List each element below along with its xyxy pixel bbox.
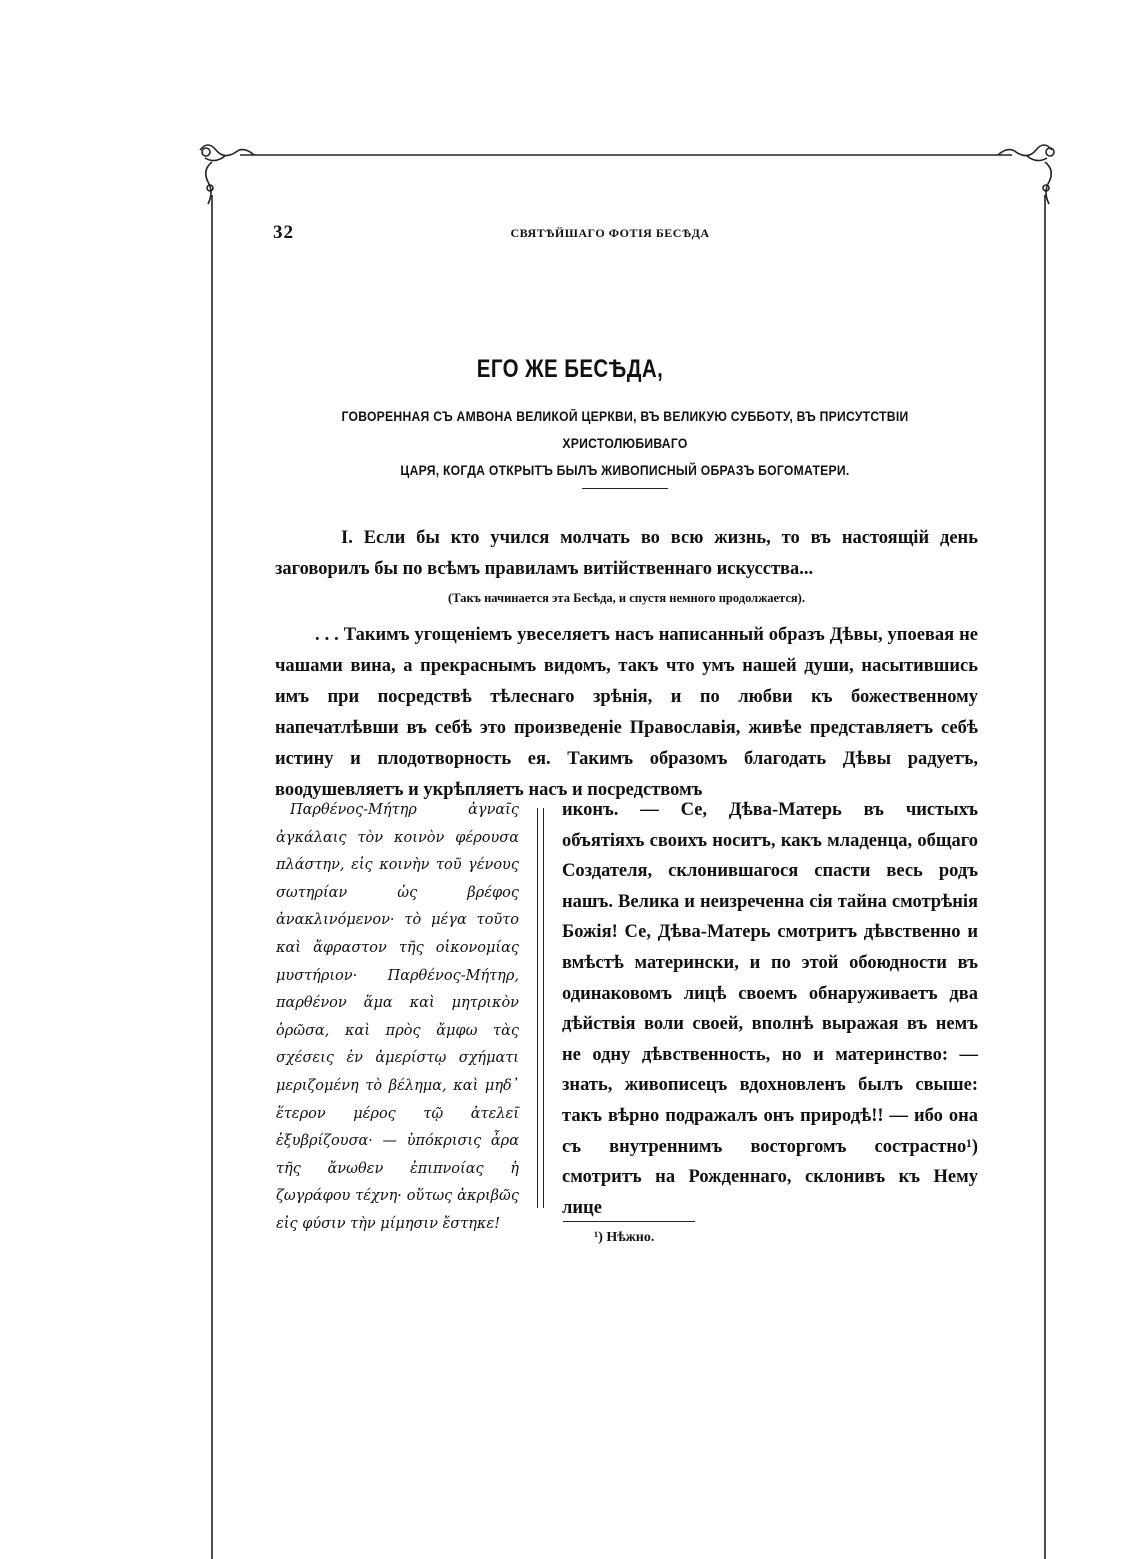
footnote: ¹) Нѣжно.	[594, 1230, 655, 1245]
subtitle-line: ГОВОРЕННАЯ СЪ АМВОНА ВЕЛИКОЙ ЦЕРКВИ, ВЪ ВЕЛИКУЮ СУББОТУ, ВЪ ПРИСУТСТВІИ ХРИСТОЛЮБИВАГО	[341, 409, 909, 451]
subtitle-line: ЦАРЯ, КОГДА ОТКРЫТЪ БЫЛЪ ЖИВОПИСНЫЙ ОБРАЗЪ БОГОМАТЕРИ.	[400, 463, 850, 478]
opening-paragraph: I. Если бы кто учился молчать во всю жизнь, то въ настоящій день заговорилъ бы по всѣмъ правиламъ витійственнаго искусства...	[275, 528, 978, 579]
sermon-title: ЕГО ЖЕ БЕСѢДА,	[476, 355, 664, 383]
russian-translation-column	[562, 795, 978, 1223]
main-paragraph: . . . Такимъ угощеніемъ увеселяетъ насъ написанный образъ Дѣвы, упоевая не чашами вина, а прекраснымъ видомъ, такъ что умъ нашей души, насытившись имъ при посредствѣ тѣлеснаго зрѣнія, и по любви къ божественному напечатлѣвши въ себѣ это произведеніе Православія, живѣе представляетъ себѣ истину и плодотворность ея. Такимъ образомъ благодать Дѣвы радуетъ, воодушевляетъ и укрѣпляетъ насъ и посредствомъ	[275, 625, 978, 800]
russian-text: иконъ. — Се, Дѣва-Матерь въ чистыхъ объятіяхъ своихъ носитъ, какъ младенца, общаго Создателя, склонившагося спасти весь родъ нашъ. Велика и неизреченна сія тайна смотрѣнія Божія! Се, Дѣва-Матерь смотритъ дѣвственно и вмѣстѣ матерински, и по этой обоюдности въ одинаковомъ лицѣ своемъ обнаруживаетъ два дѣйствія воли своей, вполнѣ выражая въ немъ не одну дѣвственность, но и материнство: — знать, живописецъ вдохновленъ былъ свыше: такъ вѣрно подражалъ онъ природѣ!! — ибо она съ внутреннимъ восторгомъ сострастно¹) смотритъ на Рожденнаго, склонивъ къ Нему лице	[562, 800, 978, 1218]
column-divider	[537, 808, 544, 1208]
editorial-note: (Такъ начинается эта Бесѣда, и спустя немного продолжается).	[448, 591, 805, 605]
page-number: 32	[273, 222, 294, 243]
running-title: СВЯТѢЙШАГО ФОТІЯ БЕСѢДА	[510, 226, 710, 240]
sermon-subtitle	[306, 403, 945, 484]
greek-text: Παρθένος-Μήτηρ ἀγναῖς ἀγκάλαις τὸν κοινὸν φέρουσα πλάστην, εἰς κοινὴν τοῦ γένους σωτηρίαν ὡς βρέφος ἀνακλινόμενον· τὸ μέγα τοῦτο καὶ ἄφραστον τῆς οἰκονομίας μυστήριον· Παρθένος-Μήτηρ, παρθένον ἅμα καὶ μητρικὸν ὁρῶσα, καὶ πρὸς ἄμφω τὰς σχέσεις ἐν ἀμερίστῳ σχήματι μεριζομένη τὸ βέλημα, καὶ μηδ᾽ ἕτερον μέρος τῷ ἀτελεῖ ἐξυβρίζουσα· — ὑπόκρισις ἆρα τῆς ἄνωθεν ἐπιπνοίας ἡ ζωγράφου τέχνη· οὕτως ἀκριβῶς εἰς φύσιν τὴν μίμησιν ἔστηκε!	[276, 802, 519, 1232]
greek-original-column	[276, 797, 519, 1239]
title-separator-rule	[582, 488, 668, 489]
footnote-rule	[563, 1221, 695, 1222]
